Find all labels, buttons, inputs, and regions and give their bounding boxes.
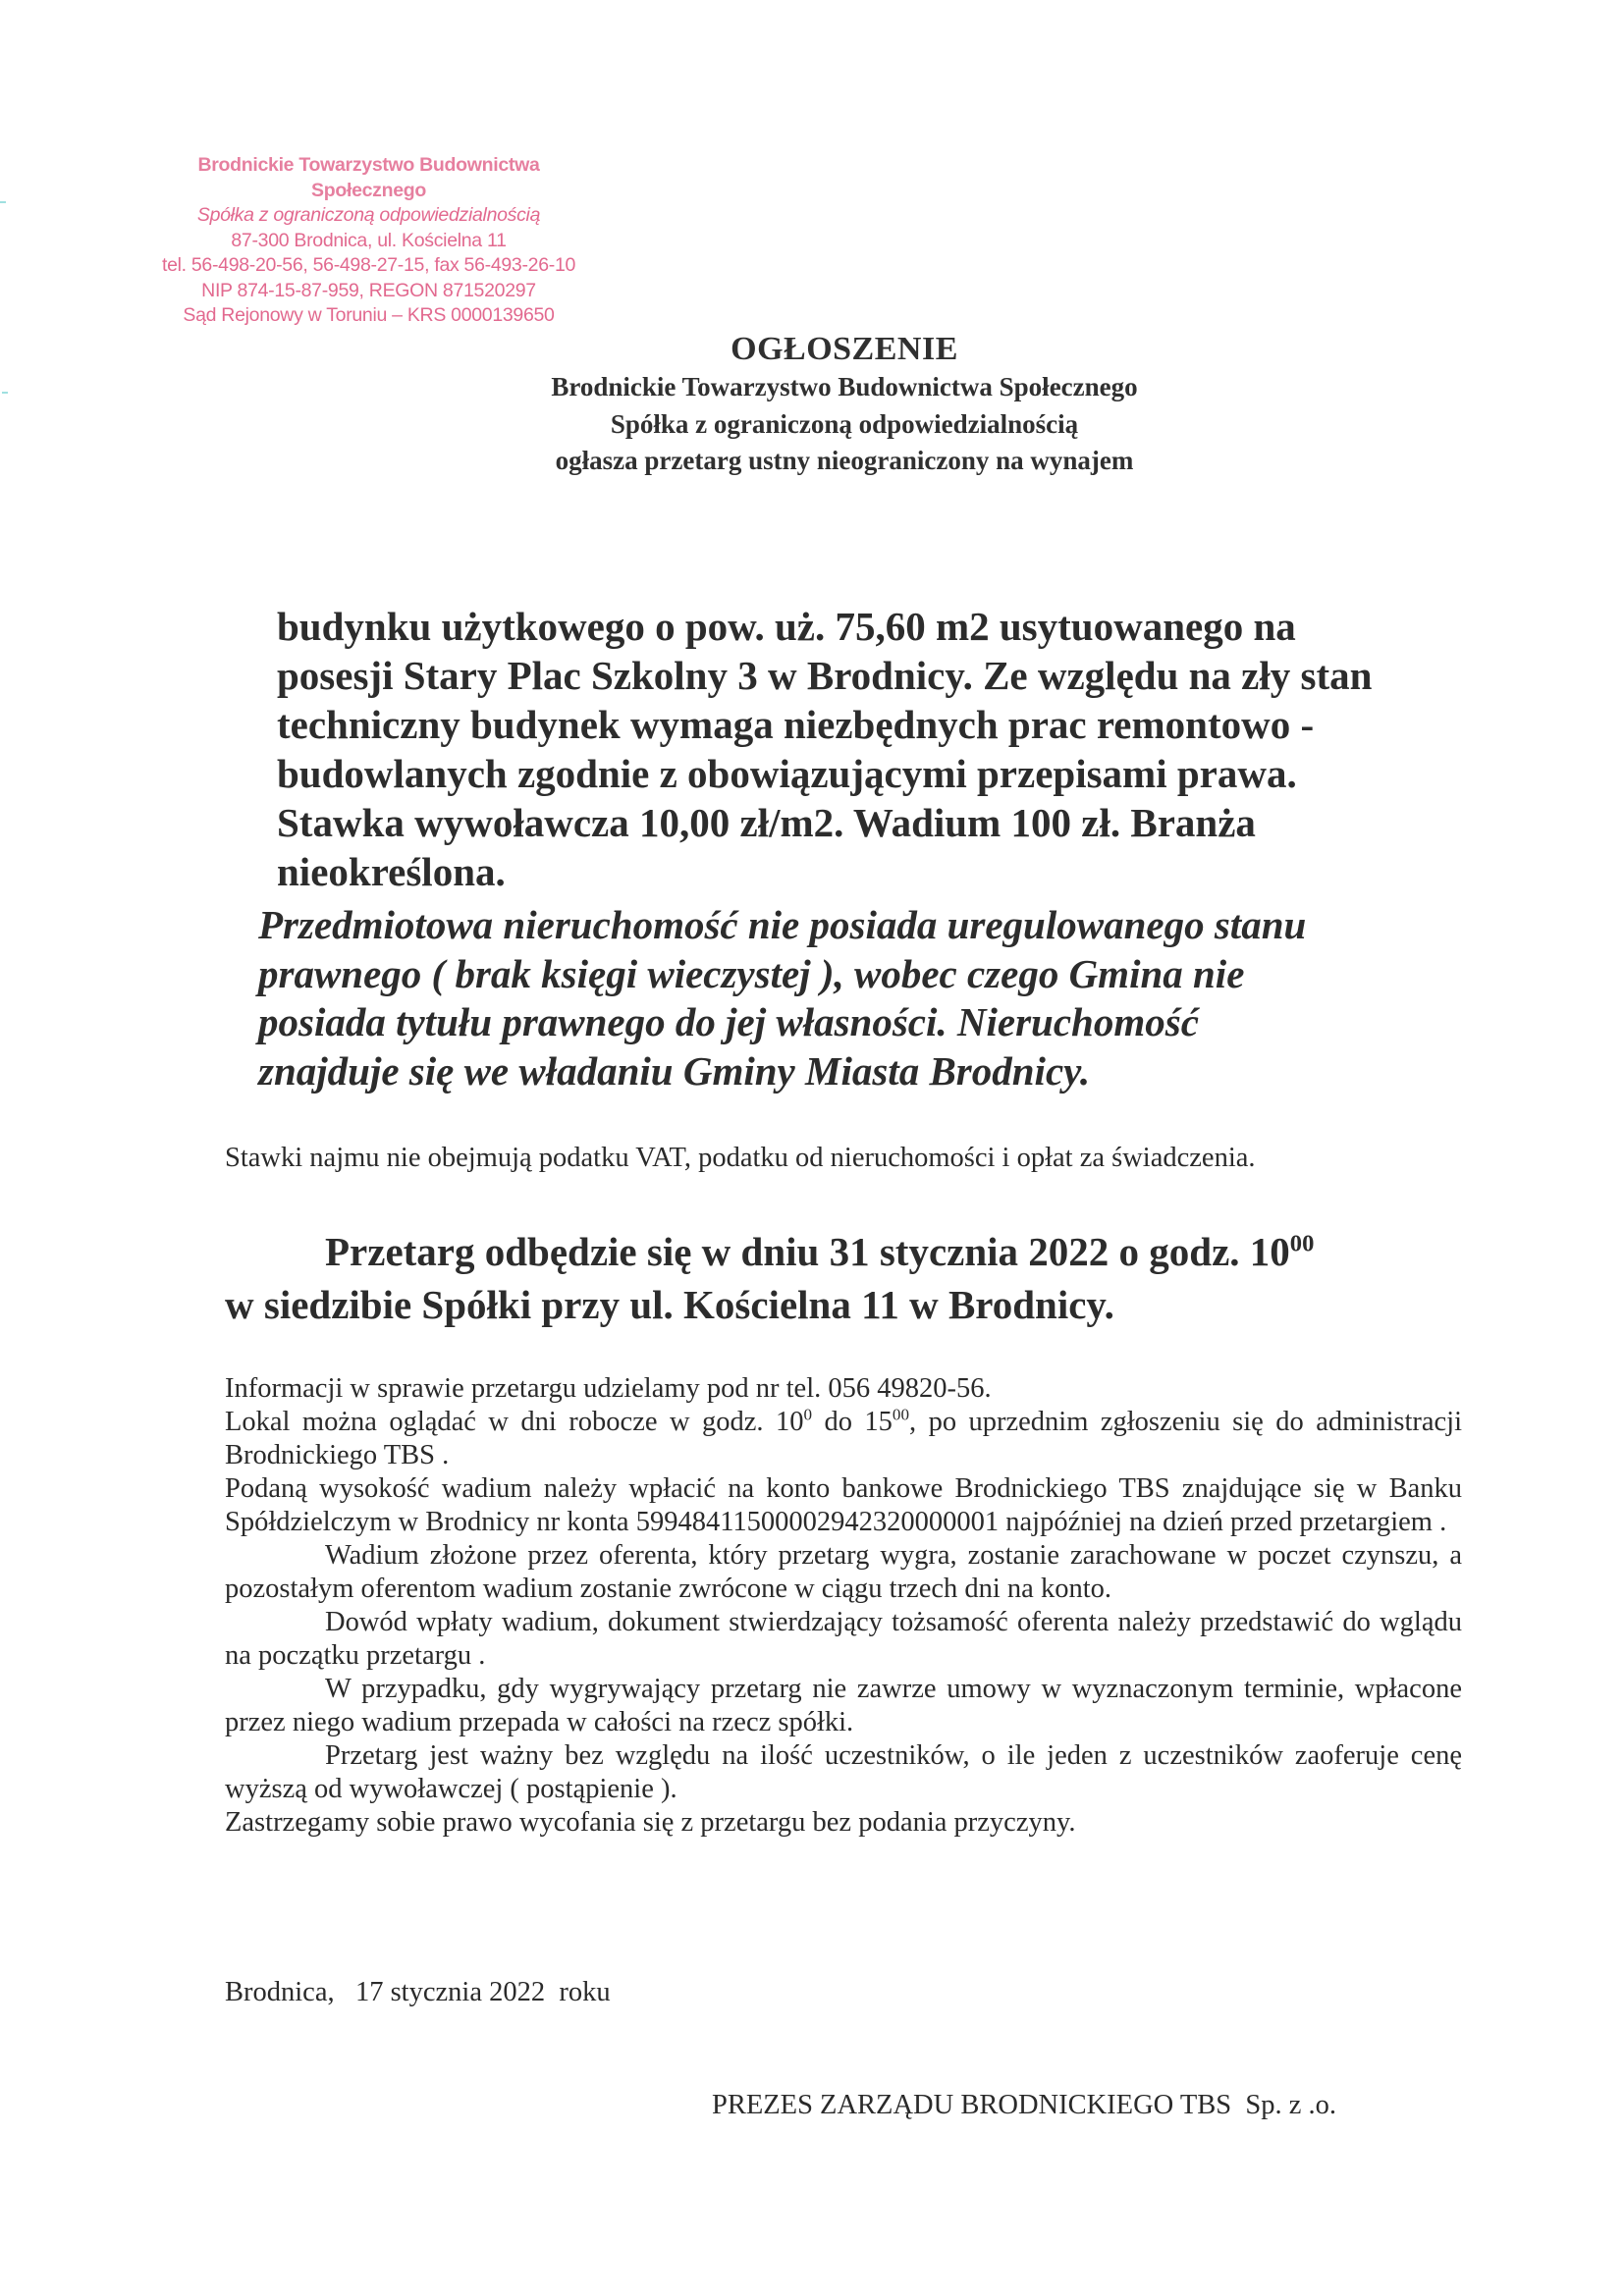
viewing-text: Lokal można oglądać w dni robocze w godz. 10 <box>225 1407 804 1437</box>
legal-status-note <box>258 901 1486 1095</box>
stamp-line: Spółka z ograniczoną odpowiedzialnością <box>196 204 541 226</box>
heading-line: Spółka z ograniczoną odpowiedzialnością <box>610 408 1079 439</box>
stamp-line: 87-300 Brodnica, ul. Kościelna 11 <box>231 229 507 251</box>
stamp-line: Brodnickie Towarzystwo Budownictwa Społecznego <box>197 154 540 201</box>
legal-note-line: Przedmiotowa nieruchomość nie posiada uregulowanego stanu <box>258 902 1307 947</box>
description-line: nieokreślona. <box>277 849 506 894</box>
viewing-text: , po uprzednim zgłoszeniu się do administracji Brodnickiego TBS . <box>225 1407 1463 1470</box>
auction-date-text: Przetarg odbędzie się w dniu 31 stycznia 2022 o godz. 10 <box>325 1229 1290 1274</box>
info-deposit-payment: Podaną wysokość wadium należy wpłacić na konto bankowe Brodnickiego TBS znajdujące się w Banku Spółdzielczym w Brodnicy nr konta 59948411500002942320000001 najpóźniej na dzień przed przetargiem . <box>225 1473 1462 1537</box>
place-and-date: Brodnica, 17 stycznia 2022 roku <box>225 1977 611 2007</box>
document-title: OGŁOSZENIE <box>731 331 958 367</box>
info-validity: Przetarg jest ważny bez względu na ilość uczestników, o ile jeden z uczestników zaoferuje cenę wyższą od wywoławczej ( postąpienie ). <box>225 1740 1462 1804</box>
scan-mark <box>0 201 6 203</box>
info-forfeit: W przypadku, gdy wygrywający przetarg nie zawrze umowy w wyznaczonym terminie, wpłacone przez niego wadium przepada w całości na rzecz spółki. <box>225 1674 1462 1737</box>
info-withdrawal: Zastrzegamy sobie prawo wycofania się z przetargu bez podania przyczyny. <box>225 1807 1076 1838</box>
auction-information <box>225 1372 1462 1840</box>
stamp-line: Sąd Rejonowy w Toruniu – KRS 0000139650 <box>183 304 555 326</box>
auction-location-line: w siedzibie Spółki przy ul. Kościelna 11 w Brodnicy. <box>225 1282 1114 1327</box>
legal-note-line: znajduje się we władaniu Gminy Miasta Brodnicy. <box>258 1047 1091 1094</box>
vat-note: Stawki najmu nie obejmują podatku VAT, podatku od nieruchomości i opłat za świadczenia. <box>225 1143 1256 1173</box>
property-description <box>277 602 1504 896</box>
info-phone: Informacji w sprawie przetargu udzielamy pod nr tel. 056 49820-56. <box>225 1373 992 1404</box>
description-line: posesji Stary Plac Szkolny 3 w Brodnicy. Ze względu na zły stan <box>277 653 1373 698</box>
stamp-line: NIP 874-15-87-959, REGON 871520297 <box>201 279 536 301</box>
viewing-sup: 0 <box>803 1405 812 1424</box>
description-line: budynku użytkowego o pow. uż. 75,60 m2 usytuowanego na <box>277 604 1296 649</box>
scan-mark <box>2 392 8 394</box>
viewing-text: do 15 <box>812 1407 893 1437</box>
description-line: budowlanych zgodnie z obowiązującymi przepisami prawa. <box>277 751 1297 796</box>
info-deposit-settlement: Wadium złożone przez oferenta, który przetarg wygra, zostanie zarachowane w poczet czynszu, a pozostałym oferentom wadium zostanie zwrócone w ciągu trzech dni na konto. <box>225 1540 1462 1604</box>
legal-note-line: posiada tytułu prawnego do jej własności. Nieruchomość <box>258 999 1199 1044</box>
info-proof: Dowód wpłaty wadium, dokument stwierdzający tożsamość oferenta należy przedstawić do wglądu na początku przetargu . <box>225 1607 1462 1671</box>
info-viewing <box>225 1406 1462 1472</box>
description-line: Stawka wywoławcza 10,00 zł/m2. Wadium 100 zł. Branża <box>277 800 1256 845</box>
auction-date-line <box>225 1225 1314 1278</box>
auction-date-block <box>225 1225 1314 1331</box>
announcement-heading <box>353 330 1335 480</box>
signature-line: PREZES ZARZĄDU BRODNICKIEGO TBS Sp. z .o. <box>712 2090 1337 2120</box>
viewing-sup: 00 <box>892 1405 909 1424</box>
heading-line: Brodnickie Towarzystwo Budownictwa Społecznego <box>551 372 1138 401</box>
legal-note-line: prawnego ( brak księgi wieczystej ), wobec czego Gmina nie <box>258 950 1245 996</box>
description-line: techniczny budynek wymaga niezbędnych prac remontowo - <box>277 702 1315 747</box>
stamp-line: tel. 56-498-20-56, 56-498-27-15, fax 56-493-26-10 <box>161 254 576 276</box>
company-stamp <box>145 153 592 329</box>
auction-time-superscript: 00 <box>1289 1230 1315 1257</box>
heading-line: ogłasza przetarg ustny nieograniczony na wynajem <box>555 446 1134 475</box>
